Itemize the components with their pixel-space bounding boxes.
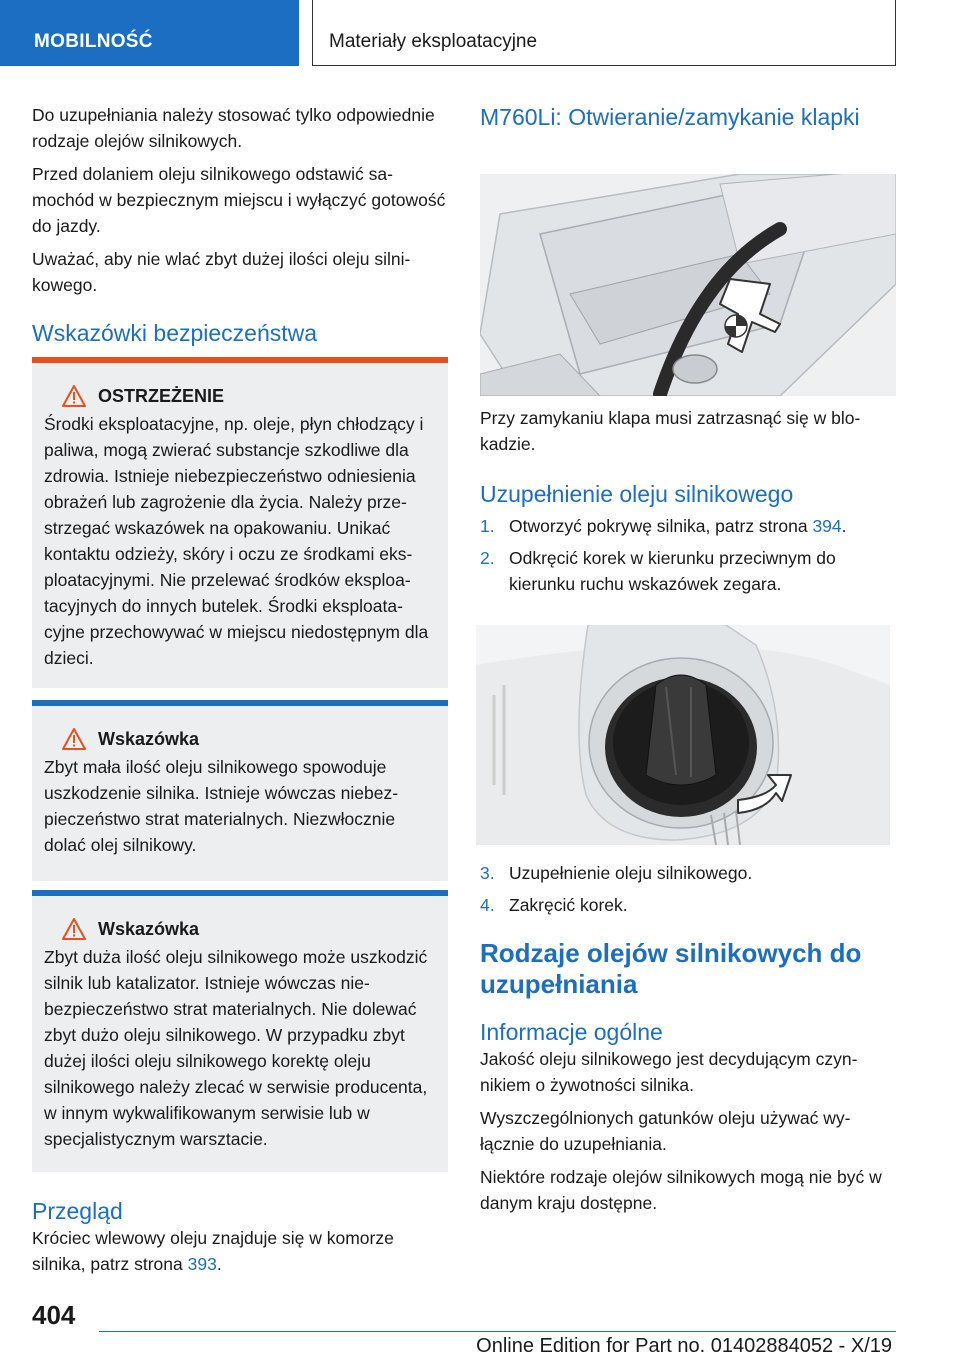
list-item xyxy=(480,892,896,918)
warning-triangle-icon xyxy=(62,385,86,407)
note-box-1 xyxy=(32,700,448,881)
step-text: Odkręcić korek w kierunku przeciwnym do kierunku ruchu wskazówek zegara. xyxy=(509,548,836,594)
engine-cover-illustration xyxy=(480,174,896,396)
page-link-393[interactable]: 393 xyxy=(187,1254,217,1274)
m760-heading: M760Li: Otwieranie/zamykanie klapki xyxy=(480,104,860,130)
list-item xyxy=(480,513,896,539)
oil-types-heading: Rodzaje olejów silnikowych do uzupełniania xyxy=(480,938,862,999)
step-number: 1. xyxy=(480,516,495,536)
note-1-title: Wskazówka xyxy=(98,729,200,749)
warning-triangle-icon xyxy=(62,918,86,940)
steps-list-b xyxy=(480,860,896,918)
step-number: 4. xyxy=(480,895,495,915)
intro-paragraph-2: Przed dolaniem oleju silnikowego odstawić samochód w bezpiecznym miejscu i wyłączyć gotowość do jazdy. xyxy=(32,164,446,236)
warning-title: OSTRZEŻENIE xyxy=(98,386,225,406)
list-item xyxy=(480,545,896,597)
left-column-intro xyxy=(32,102,448,348)
m760-text: Przy zamykaniu klapa musi zatrzasnąć się w blokadzie. xyxy=(480,408,861,454)
general-paragraph-1: Jakość oleju silnikowego jest decydującym czynnikiem o żywotności silnika. xyxy=(480,1049,858,1095)
overview-heading: Przegląd xyxy=(32,1198,123,1224)
general-info-heading: Informacje ogólne xyxy=(480,1019,663,1045)
warning-triangle-icon xyxy=(62,728,86,750)
safety-heading: Wskazówki bezpieczeństwa xyxy=(32,320,318,346)
refill-heading: Uzupełnienie oleju silnikowego xyxy=(480,481,794,507)
steps-list-a xyxy=(480,513,896,597)
oil-cap-illustration xyxy=(476,625,890,845)
footer-edition: Online Edition for Part no. 01402884052 - X/19 xyxy=(476,1335,892,1357)
right-column-top xyxy=(480,102,896,132)
oil-filler-cap-icon xyxy=(476,625,890,845)
page-link-394[interactable]: 394 xyxy=(812,516,842,536)
note-1-text: Zbyt mała ilość oleju silnikowego spowoduje uszkodzenie silnika. Istnieje wówczas niebezpieczeństwo strat materialnych. Niezwłocznie dolać olej silnikowy. xyxy=(44,757,399,855)
general-paragraph-2: Wyszczególnionych gatunków oleju używać wyłącznie do uzupełniania. xyxy=(480,1108,851,1154)
footer-divider xyxy=(99,1331,896,1332)
step-number: 2. xyxy=(480,548,495,568)
intro-paragraph-3: Uważać, aby nie wlać zbyt dużej ilości oleju silnikowego. xyxy=(32,249,411,295)
overview-text: Króciec wlewowy oleju znajduje się w komorze silnika, patrz strona 393. xyxy=(32,1228,394,1274)
overview-section xyxy=(32,1197,448,1284)
right-column-bottom xyxy=(480,856,896,1223)
note-2-text: Zbyt duża ilość oleju silnikowego może uszkodzić silnik lub katalizator. Istnieje wówczas niebezpieczeństwo strat materialnych. Nie dolewać zbyt dużo oleju silnikowego. W przypadku zbyt dużej ilości oleju silnikowego korektę oleju silnikowego należy zlecać w serwisie producenta, w innym wykwalifikowanym serwisie lub w specjalistycznym warsztacie. xyxy=(44,947,428,1149)
note-2-title: Wskazówka xyxy=(98,919,200,939)
warning-box xyxy=(32,357,448,688)
list-item xyxy=(480,860,896,886)
general-paragraph-3: Niektóre rodzaje olejów silnikowych mogą nie być w danym kraju dostępne. xyxy=(480,1167,882,1213)
warning-text: Środki eksploatacyjne, np. oleje, płyn chłodzący i paliwa, mogą zwierać substancje szkodliwe dla zdrowia. Istnieje niebezpieczeństwo odniesienia obrażeń lub zagrożenie dla życia. Należy przestrzegać wskazówek na opakowaniu. Unikać kontaktu odzieży, skóry i oczu ze środkami eksploatacyjnymi. Nie przelewać środków eksploatacyjnych do innych butelek. Środki eksploatacyjne przechowywać w miejscu niedostępnym dla dzieci. xyxy=(44,414,429,668)
right-column-middle xyxy=(480,405,896,603)
intro-paragraph-1: Do uzupełniania należy stosować tylko odpowiednie rodzaje olejów silnikowych. xyxy=(32,105,435,151)
engine-bay-icon xyxy=(480,174,896,396)
step-number: 3. xyxy=(480,863,495,883)
note-box-2 xyxy=(32,890,448,1172)
section-tab[interactable]: MOBILNOŚĆ xyxy=(0,0,299,66)
step-text: Otworzyć pokrywę silnika, patrz strona 394. xyxy=(509,516,847,536)
step-text: Zakręcić korek. xyxy=(509,895,628,915)
page-number: 404 xyxy=(32,1300,76,1330)
chapter-title: Materiały eksploatacyjne xyxy=(312,0,896,66)
step-text: Uzupełnienie oleju silnikowego. xyxy=(509,863,753,883)
